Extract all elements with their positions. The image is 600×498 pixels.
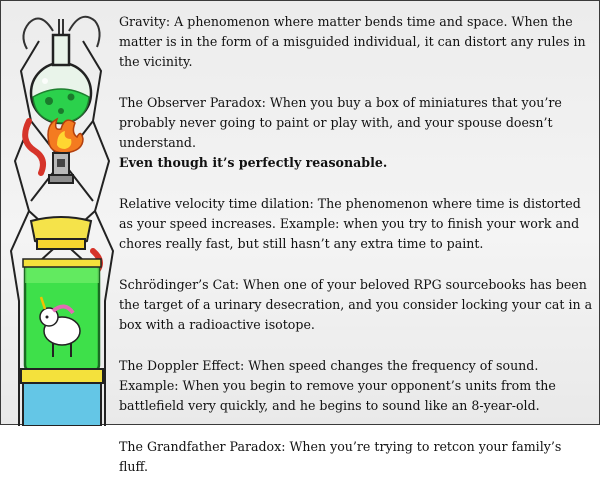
entry-text: The Grandfather Paradox: When you’re trying to retcon your family’s fluff. (119, 439, 562, 474)
entry-time-dilation (119, 194, 593, 254)
entry-gravity (119, 12, 593, 72)
entry-observer-paradox (119, 93, 593, 173)
entry-doppler-effect (119, 356, 593, 416)
entry-text: Relative velocity time dilation: The phenomenon where time is distorted as your speed increases. Example: when you try to finish your work and chores really fast, but still hasn’t any extra time to paint. (119, 196, 581, 251)
entry-schrodingers-cat (119, 275, 593, 335)
entry-grandfather-paradox (119, 437, 593, 477)
definitions-text (119, 12, 593, 498)
entry-text: Gravity: A phenomenon where matter bends time and space. When the matter is in the form of a misguided individual, it can distort any rules in the vicinity. (119, 14, 586, 69)
entry-text: The Doppler Effect: When speed changes the frequency of sound. (119, 358, 539, 373)
entry-emphasis: Even though it’s perfectly reasonable. (119, 155, 388, 170)
chemistry-apparatus-illustration (1, 1, 121, 426)
entry-text: Schrödinger’s Cat: When one of your beloved RPG sourcebooks has been the target of a urinary desecration, and you consider locking your cat in a box with a radioactive isotope. (119, 277, 593, 332)
entry-example: Example: When you begin to remove your opponent’s units from the battlefield very quickly, and he begins to sound like an 8-year-old. (119, 378, 556, 413)
entry-text: The Observer Paradox: When you buy a box of miniatures that you’re probably never going to paint or play with, and your spouse doesn’t understand. (119, 95, 562, 150)
